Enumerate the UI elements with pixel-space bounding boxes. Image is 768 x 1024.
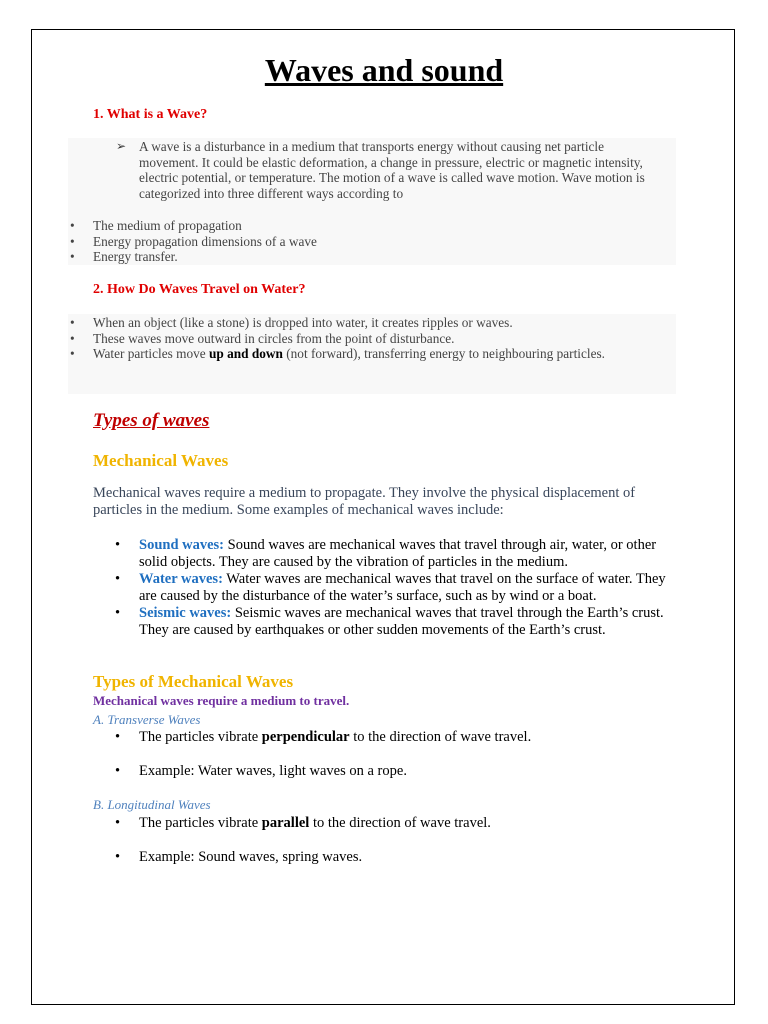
wave-definition: A wave is a disturbance in a medium that transports energy without causing net particle movement. It could be elastic deformation, a change in pressure, electric or magnetic intensity, electric potential, or temperature. The motion of a wave is called wave motion. Wave motion is categorized into three different ways according to [139,139,645,201]
longitudinal-list [115,815,679,866]
list-item: • Energy propagation dimensions of a wave [70,233,317,249]
transverse-heading: A. Transverse Waves [93,712,201,727]
mechanical-subtitle: Mechanical waves require a medium to travel. [93,693,350,708]
list-item: • The medium of propagation [70,218,242,233]
list-item: • Sound waves: Sound waves are mechanical waves that travel through air, water, or other solid objects. They are caused by the vibration of particles in the medium. [115,537,657,570]
mechanical-examples-list [115,537,679,639]
list-item: • Water waves: Water waves are mechanical waves that travel on the surface of water. They are caused by the disturbance of the water’s surface, such as by wind or a boat. [115,571,666,604]
arrow-bullet-icon: ➢ [116,139,127,153]
list-item: • Seismic waves: Seismic waves are mechanical waves that travel through the Earth’s crust. They are caused by earthquakes or other sudden movements of the Earth’s crust. [115,605,664,638]
list-item: • The particles vibrate perpendicular to the direction of wave travel. [115,729,532,745]
list-item: • When an object (like a stone) is dropped into water, it creates ripples or waves. [70,315,513,330]
list-item: • The particles vibrate parallel to the direction of wave travel. [115,815,491,831]
list-item: • These waves move outward in circles from the point of disturbance. [70,330,455,346]
page-title: Waves and sound [264,52,504,88]
propagation-list [70,218,317,265]
types-mechanical-heading: Types of Mechanical Waves [93,672,294,691]
list-item: • Example: Sound waves, spring waves. [115,849,363,865]
transverse-list [115,729,679,780]
list-item: • Energy transfer. [70,249,178,264]
list-item: • Example: Water waves, light waves on a rope. [115,763,407,779]
mechanical-intro: Mechanical waves require a medium to propagate. They involve the physical displacement of particles in the medium. Some examples of mechanical waves include: [93,485,636,518]
section1-heading: 1. What is a Wave? [93,107,208,122]
list-item: • Water particles move up and down (not forward), transferring energy to neighbouring particles. [70,346,605,361]
section2-heading: 2. How Do Waves Travel on Water? [93,282,306,297]
types-of-waves-title: Types of waves [93,410,210,431]
mechanical-waves-heading: Mechanical Waves [93,451,229,470]
water-waves-list [70,315,605,362]
longitudinal-heading: B. Longitudinal Waves [93,797,211,812]
